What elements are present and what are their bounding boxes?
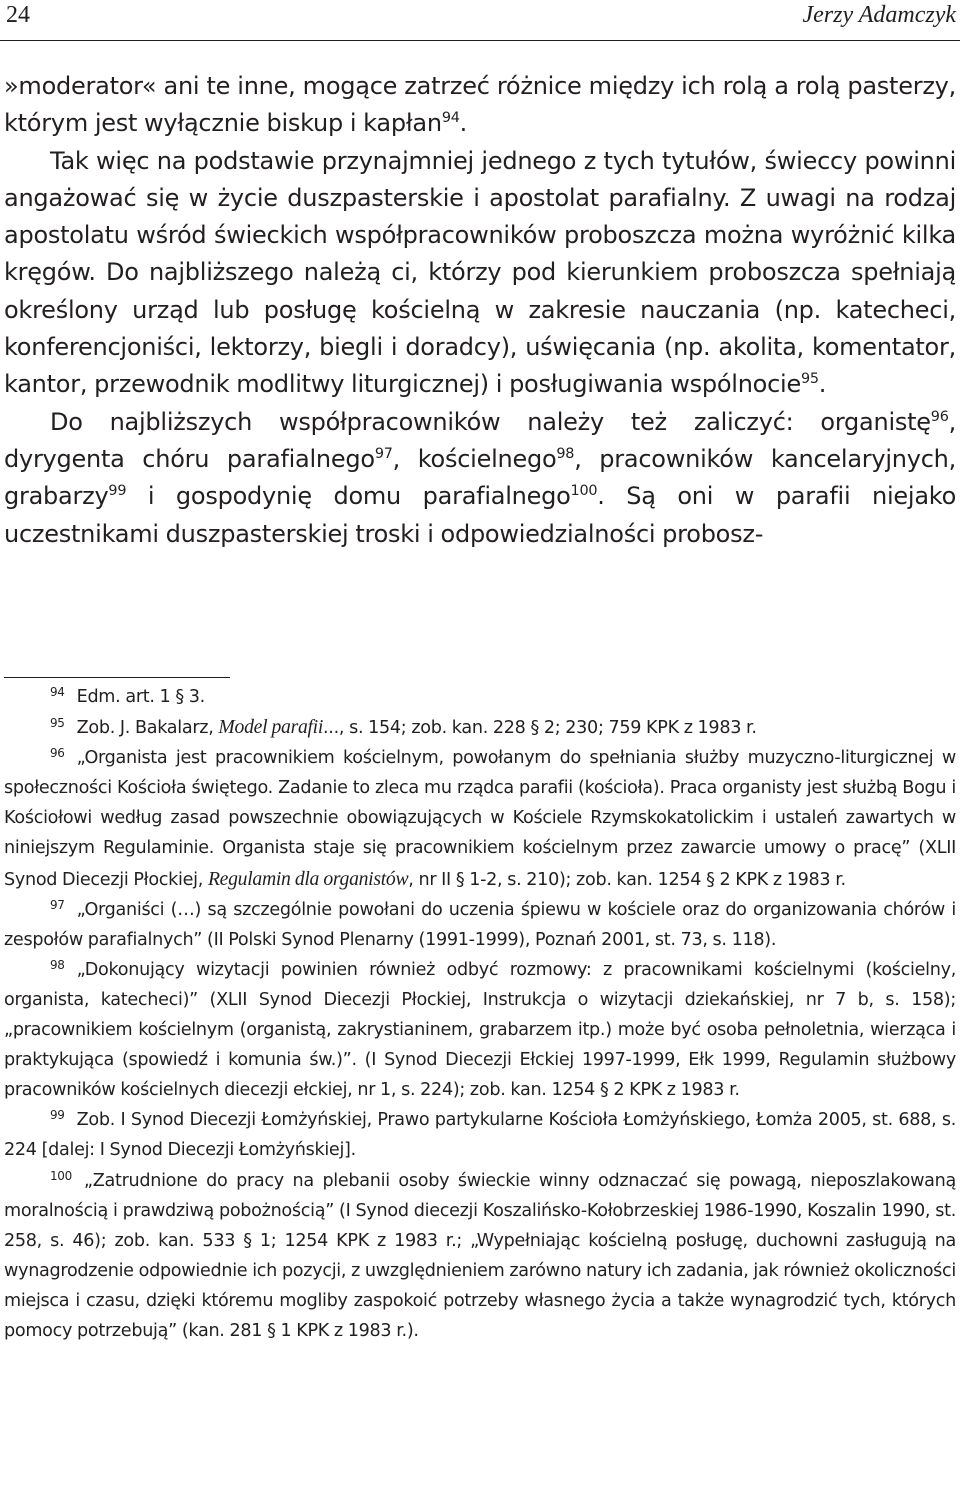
footnote-94 bbox=[4, 682, 956, 712]
footnote-text: Zob. J. Bakalarz, bbox=[76, 718, 219, 739]
footnote-number: 100 bbox=[50, 1168, 72, 1183]
footnote-99 bbox=[4, 1105, 956, 1165]
footnote-ref-99[interactable]: 99 bbox=[108, 483, 127, 500]
footnotes bbox=[4, 682, 956, 1346]
footnote-number: 96 bbox=[50, 746, 65, 761]
paragraph-3-end: . Są oni w parafii niejako uczestnikami duszpasterskiej troski i odpowiedzialności probosz- bbox=[4, 482, 957, 548]
footnote-text: „Organiści (…) są szczególnie powołani do uczenia śpiewu w kościele oraz do organizowania chórów i zespołów parafialnych” (II Polski Synod Plenarny (1991-1999), Poznań 2001, st. 73, s. 118). bbox=[4, 899, 956, 950]
footnote-98 bbox=[4, 955, 956, 1105]
paragraph-3 bbox=[4, 404, 956, 553]
footnote-ref-98[interactable]: 98 bbox=[556, 446, 575, 463]
footnote-text: ..., s. 154; zob. kan. 228 § 2; 230; 759 KPK z 1983 r. bbox=[323, 718, 757, 739]
running-head-author: Jerzy Adamczyk bbox=[802, 2, 956, 28]
paragraph-2-end: . bbox=[818, 370, 827, 399]
footnote-ref-95[interactable]: 95 bbox=[800, 371, 819, 388]
page-number: 24 bbox=[6, 2, 30, 28]
footnote-number: 94 bbox=[50, 685, 65, 700]
footnote-ref-94[interactable]: 94 bbox=[441, 110, 460, 127]
footnote-100 bbox=[4, 1166, 956, 1347]
paragraph-3-text: Do najbliższych współpracowników należy też zaliczyć: organistę bbox=[50, 407, 931, 436]
footnote-text: „Organista jest pracownikiem kościelnym, powołanym do spełniania służby muzyczno-liturgicznej w społeczności Kościoła świętego. Zadanie to zleca mu rządca parafii (kościoła). Praca organisty jest służbą Bogu i Kościołowi według zasad powszechnie obowiązujących w Kościele Rzymskokatolickim i ustaleń zawartych w niniejszym Regulaminie. Organista staje się pracownikiem kościelnym przez zawarcie umowy o pracę” (XLII Synod Diecezji Płockiej, bbox=[4, 748, 956, 890]
footnote-number: 95 bbox=[50, 716, 65, 731]
footnote-number: 99 bbox=[50, 1108, 65, 1123]
footnote-text: Edm. art. 1 § 3. bbox=[76, 687, 205, 707]
paragraph-2-text: Tak więc na podstawie przynajmniej jednego z tych tytułów, świeccy powinni angażować się w życie duszpasterskie i apostolat parafialny. Z uwagi na rodzaj apostolatu wśród świeckich współpracowników proboszcza można wyróżnić kilka kręgów. Do najbliższego należą ci, którzy pod kierunkiem proboszcza spełniają określony urząd lub posługę kościelną w zakresie nauczania (np. katecheci, konferencjoniści, lektorzy, biegli i doradcy), uświęcania (np. akolita, komentator, kantor, przewodnik modlitwy liturgicznej) i posługiwania wspólnocie bbox=[4, 146, 956, 399]
footnote-separator bbox=[4, 677, 230, 678]
footnote-title: Model parafii bbox=[218, 716, 324, 739]
paragraph-3-text: i gospodynię domu parafialnego bbox=[126, 482, 571, 511]
main-text bbox=[4, 68, 956, 553]
footnote-text: Zob. I Synod Diecezji Łomżyńskiej, Prawo partykularne Kościoła Łomżyńskiego, Łomża 2005, st. 688, s. 224 [dalej: I Synod Diecezji Łomżyńskiej]. bbox=[4, 1110, 956, 1161]
footnote-95 bbox=[4, 712, 956, 743]
paragraph-1-text: »moderator« ani te inne, mogące zatrzeć różnice między ich rolą a rolą pasterzy, którym jest wyłącznie biskup i kapłan bbox=[4, 72, 956, 138]
footnote-text: „Zatrudnione do pracy na plebanii osoby świeckie winny odznaczać się powagą, nieposzlakowaną moralnością i prawdziwą pobożnością” (I Synod diecezji Koszalińsko-Kołobrzeskiej 1986-1990, Koszalin 1990, st. 258, s. 46); zob. kan. 533 § 1; 1254 KPK z 1983 r.; „Wypełniając kościelną posługę, duchowni zasługują na wynagrodzenie odpowiednie ich pozycji, z uwzględnieniem zarówno natury ich zadania, jak również okoliczności miejsca i czasu, dzięki któremu mogliby zaspokoić potrzeby własnego życia a także wynagrodzić tych, których pomocy potrzebują” (kan. 281 § 1 KPK z 1983 r.). bbox=[4, 1170, 956, 1341]
footnote-ref-97[interactable]: 97 bbox=[374, 446, 393, 463]
footnote-number: 98 bbox=[50, 957, 65, 972]
paragraph-3-text: , dyrygenta chóru parafialnego bbox=[4, 407, 956, 473]
paragraph-3-text: , kościelnego bbox=[392, 444, 557, 473]
paragraph-2 bbox=[4, 143, 956, 404]
footnote-title: Regulamin dla organistów bbox=[207, 867, 409, 890]
footnote-ref-96[interactable]: 96 bbox=[930, 408, 949, 425]
footnote-text: , nr II § 1-2, s. 210); zob. kan. 1254 § 2 KPK z 1983 r. bbox=[408, 869, 846, 890]
paragraph-1 bbox=[4, 68, 956, 143]
footnote-number: 97 bbox=[50, 897, 65, 912]
paragraph-1-end: . bbox=[459, 109, 468, 138]
running-head bbox=[0, 0, 960, 41]
footnote-97 bbox=[4, 895, 956, 955]
footnote-96 bbox=[4, 743, 956, 894]
footnote-ref-100[interactable]: 100 bbox=[570, 483, 598, 500]
paragraph-3-text: , pracowników kancelaryjnych, grabarzy bbox=[4, 444, 956, 511]
footnote-text: „Dokonujący wizytacji powinien również odbyć rozmowy: z pracownikami kościelnymi (kościelny, organista, katecheci)” (XLII Synod Diecezji Płockiej, Instrukcja o wizytacji dziekańskiej, nr 7 b, s. 158); „pracownikiem kościelnym (organistą, zakrystianinem, grabarzem itp.) może być osoba pełnoletnia, wierząca i praktykująca (spowiedź i komunia św.)”. (I Synod Diecezji Ełckiej 1997-1999, Ełk 1999, Regulamin służbowy pracowników kościelnych diecezji ełckiej, nr 1, s. 224); zob. kan. 1254 § 2 KPK z 1983 r. bbox=[4, 959, 956, 1101]
